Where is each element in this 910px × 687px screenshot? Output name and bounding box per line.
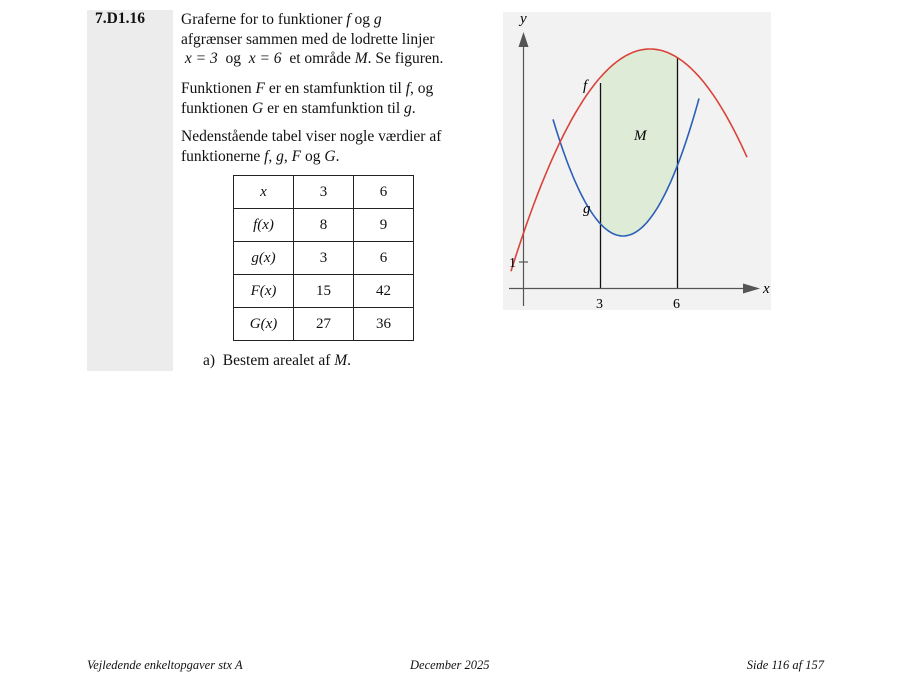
footer-date: December 2025	[410, 658, 490, 672]
question-a: a) Bestem arealet af M.	[203, 352, 352, 369]
table-row	[234, 308, 414, 341]
y-tick-label-1: 1	[509, 256, 516, 271]
footer-page-number: Side 116 af 157	[746, 658, 824, 672]
table-cell: 15	[294, 275, 354, 308]
row-header: f(x)	[234, 209, 294, 242]
y-axis-label: y	[520, 11, 527, 27]
footer-title: Vejledende enkeltopgaver stx A	[87, 658, 243, 672]
x-axis-label: x	[763, 281, 770, 297]
antiderivative-paragraph: Funktionen F er en stamfunktion til f, og funktionen G er en stamfunktion til g.	[181, 80, 434, 117]
row-header: G(x)	[234, 308, 294, 341]
function-graph	[495, 10, 780, 315]
row-header: F(x)	[234, 275, 294, 308]
table-cell: 6	[354, 176, 414, 209]
table-row	[234, 275, 414, 308]
exercise-margin	[87, 10, 173, 371]
row-header: x	[234, 176, 294, 209]
table-cell: 27	[294, 308, 354, 341]
row-header: g(x)	[234, 242, 294, 275]
table-cell: 3	[294, 242, 354, 275]
table-cell: 36	[354, 308, 414, 341]
curve-f-label: f	[583, 78, 588, 94]
table-cell: 9	[354, 209, 414, 242]
table-cell: 42	[354, 275, 414, 308]
region-m-label: M	[634, 128, 647, 144]
table-cell: 8	[294, 209, 354, 242]
table-row	[234, 209, 414, 242]
table-row	[234, 176, 414, 209]
table-intro-paragraph: Nedenstående tabel viser nogle værdier af funktionerne f, g, F og G.	[181, 128, 442, 165]
curve-g-label: g	[583, 201, 591, 217]
intro-paragraph: Graferne for to funktioner f og g afgrænser sammen med de lodrette linjer x = 3 og x = 6 et område M. Se figuren.	[181, 11, 444, 67]
table-cell: 6	[354, 242, 414, 275]
table-row	[234, 242, 414, 275]
values-table	[233, 175, 414, 341]
x-tick-label-3: 3	[596, 297, 603, 312]
exercise-number: 7.D1.16	[95, 10, 145, 27]
table-cell: 3	[294, 176, 354, 209]
x-tick-label-6: 6	[673, 297, 680, 312]
